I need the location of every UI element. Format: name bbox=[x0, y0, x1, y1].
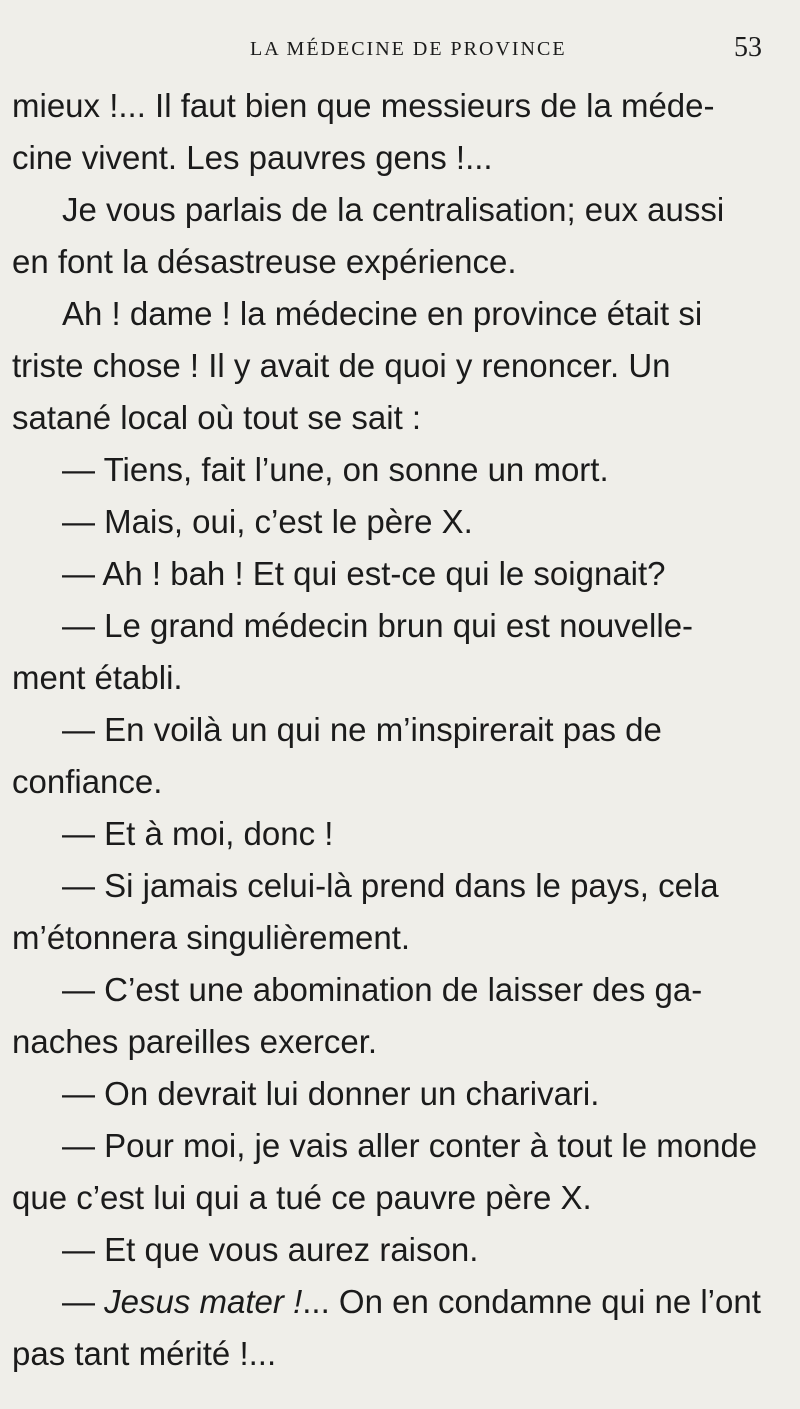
text-line: que c’est lui qui a tué ce pauvre père X. bbox=[12, 1179, 592, 1216]
text-line: — Et que vous aurez raison. bbox=[62, 1231, 479, 1268]
text-line: Ah ! dame ! la médecine en province était si bbox=[62, 295, 703, 332]
text-line: naches pareilles exercer. bbox=[12, 1023, 378, 1060]
text-line: — Pour moi, je vais aller conter à tout le monde bbox=[62, 1127, 758, 1164]
text-line: — Mais, oui, c’est le père X. bbox=[62, 503, 473, 540]
text-line: pas tant mérité !... bbox=[12, 1335, 277, 1372]
page-number: 53 bbox=[734, 32, 762, 63]
text-line: cine vivent. Les pauvres gens !... bbox=[12, 139, 493, 176]
text-line: satané local où tout se sait : bbox=[12, 399, 422, 436]
text-line bbox=[62, 1282, 761, 1322]
running-title: LA MÉDECINE DE PROVINCE bbox=[250, 38, 567, 60]
line-rest: ... On en condamne qui ne l’ont bbox=[302, 1283, 761, 1320]
text-line: — Tiens, fait l’une, on sonne un mort. bbox=[62, 451, 609, 488]
text-line: — On devrait lui donner un charivari. bbox=[62, 1075, 600, 1112]
text-line: en font la désastreuse expérience. bbox=[12, 243, 517, 280]
text-line: — En voilà un qui ne m’inspirerait pas de bbox=[62, 711, 662, 748]
text-line: — Ah ! bah ! Et qui est-ce qui le soignait? bbox=[62, 555, 666, 592]
text-line: confiance. bbox=[12, 763, 163, 800]
text-line: — Si jamais celui-là prend dans le pays, cela bbox=[62, 867, 719, 904]
dash: — bbox=[62, 1283, 105, 1320]
text-line: — C’est une abomination de laisser des ga- bbox=[62, 971, 703, 1008]
text-line: ment établi. bbox=[12, 659, 183, 696]
text-line: m’étonnera singulièrement. bbox=[12, 919, 411, 956]
text-line: — Et à moi, donc ! bbox=[62, 815, 334, 852]
text-line: mieux !... Il faut bien que messieurs de la méde- bbox=[12, 87, 715, 124]
italic-phrase: Jesus mater ! bbox=[104, 1283, 303, 1320]
text-line: triste chose ! Il y avait de quoi y renoncer. Un bbox=[12, 347, 671, 384]
text-line: Je vous parlais de la centralisation; eux aussi bbox=[62, 191, 725, 228]
text-line: — Le grand médecin brun qui est nouvelle- bbox=[62, 607, 694, 644]
